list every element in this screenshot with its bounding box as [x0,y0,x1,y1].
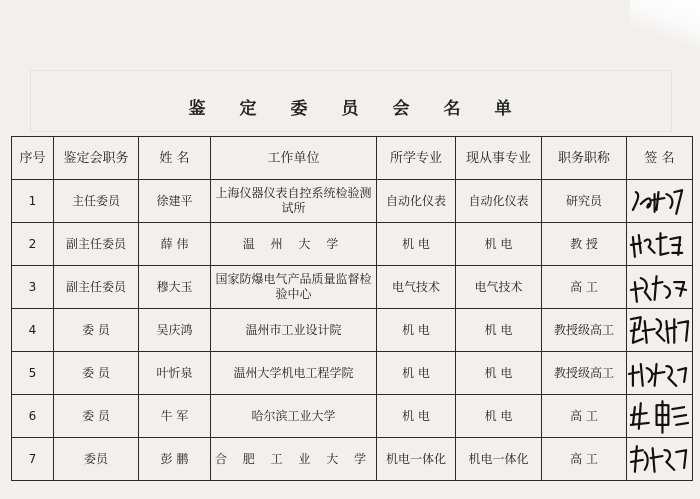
page-curl [630,0,700,50]
work-unit: 哈尔滨工业大学 [211,395,377,438]
committee-table [11,136,693,481]
table-row [12,266,693,309]
handwritten-signature [627,223,692,265]
member-name: 吴庆鸿 [139,309,211,352]
table-row [12,223,693,266]
table-row [12,180,693,223]
handwritten-signature [627,438,692,480]
work-unit: 温州大学机电工程学院 [211,352,377,395]
member-name: 薛 伟 [139,223,211,266]
title-char: 鉴 [188,99,206,119]
job-title: 高 工 [542,438,627,481]
row-number: 7 [12,438,54,481]
committee-role: 副主任委员 [54,266,139,309]
work-unit: 国家防爆电气产品质量监督检验中心 [211,266,377,309]
job-title: 研究员 [542,180,627,223]
work-unit: 温州市工业设计院 [211,309,377,352]
signature-cell [627,223,693,266]
header-cell: 工作单位 [211,137,377,180]
current-major: 自动化仪表 [456,180,542,223]
member-name: 彭 鹏 [139,438,211,481]
studied-major: 机 电 [377,352,456,395]
title-char: 名 [443,99,461,119]
committee-role: 委 员 [54,309,139,352]
signature-cell [627,352,693,395]
table-row [12,309,693,352]
current-major: 机电一体化 [456,438,542,481]
table-row [12,438,693,481]
handwritten-signature [627,266,692,308]
title-char: 会 [392,99,410,119]
header-cell: 所学专业 [377,137,456,180]
handwritten-signature [627,309,692,351]
signature-cell [627,180,693,223]
committee-role: 委员 [54,438,139,481]
committee-role: 委 员 [54,352,139,395]
work-unit: 合 肥 工 业 大 学 [211,438,377,481]
title-char: 委 [290,99,308,119]
member-name: 徐建平 [139,180,211,223]
title-char: 单 [494,99,512,119]
job-title: 教授级高工 [542,352,627,395]
work-unit: 上海仪器仪表自控系统检验测试所 [211,180,377,223]
row-number: 6 [12,395,54,438]
member-name: 叶忻泉 [139,352,211,395]
studied-major: 机电一体化 [377,438,456,481]
title-char: 员 [341,99,359,119]
handwritten-signature [627,352,692,394]
job-title: 高 工 [542,266,627,309]
signature-cell [627,309,693,352]
header-cell: 职务职称 [542,137,627,180]
header-cell: 姓 名 [139,137,211,180]
current-major: 机 电 [456,395,542,438]
work-unit: 温 州 大 学 [211,223,377,266]
studied-major: 自动化仪表 [377,180,456,223]
table-row [12,395,693,438]
row-number: 5 [12,352,54,395]
header-cell: 序号 [12,137,54,180]
studied-major: 机 电 [377,395,456,438]
signature-cell [627,395,693,438]
header-cell: 鉴定会职务 [54,137,139,180]
member-name: 穆大玉 [139,266,211,309]
handwritten-signature [627,180,692,222]
table-header-row [12,137,693,180]
current-major: 机 电 [456,223,542,266]
handwritten-signature [627,395,692,437]
header-cell: 现从事专业 [456,137,542,180]
row-number: 2 [12,223,54,266]
job-title: 高 工 [542,395,627,438]
job-title: 教授级高工 [542,309,627,352]
row-number: 1 [12,180,54,223]
current-major: 机 电 [456,352,542,395]
studied-major: 机 电 [377,309,456,352]
signature-cell [627,266,693,309]
committee-role: 委 员 [54,395,139,438]
job-title: 教 授 [542,223,627,266]
current-major: 电气技术 [456,266,542,309]
document-title [0,94,700,119]
studied-major: 机 电 [377,223,456,266]
current-major: 机 电 [456,309,542,352]
row-number: 3 [12,266,54,309]
table-row [12,352,693,395]
member-name: 牛 军 [139,395,211,438]
studied-major: 电气技术 [377,266,456,309]
header-cell: 签 名 [627,137,693,180]
signature-cell [627,438,693,481]
committee-role: 主任委员 [54,180,139,223]
row-number: 4 [12,309,54,352]
title-char: 定 [239,99,257,119]
committee-role: 副主任委员 [54,223,139,266]
